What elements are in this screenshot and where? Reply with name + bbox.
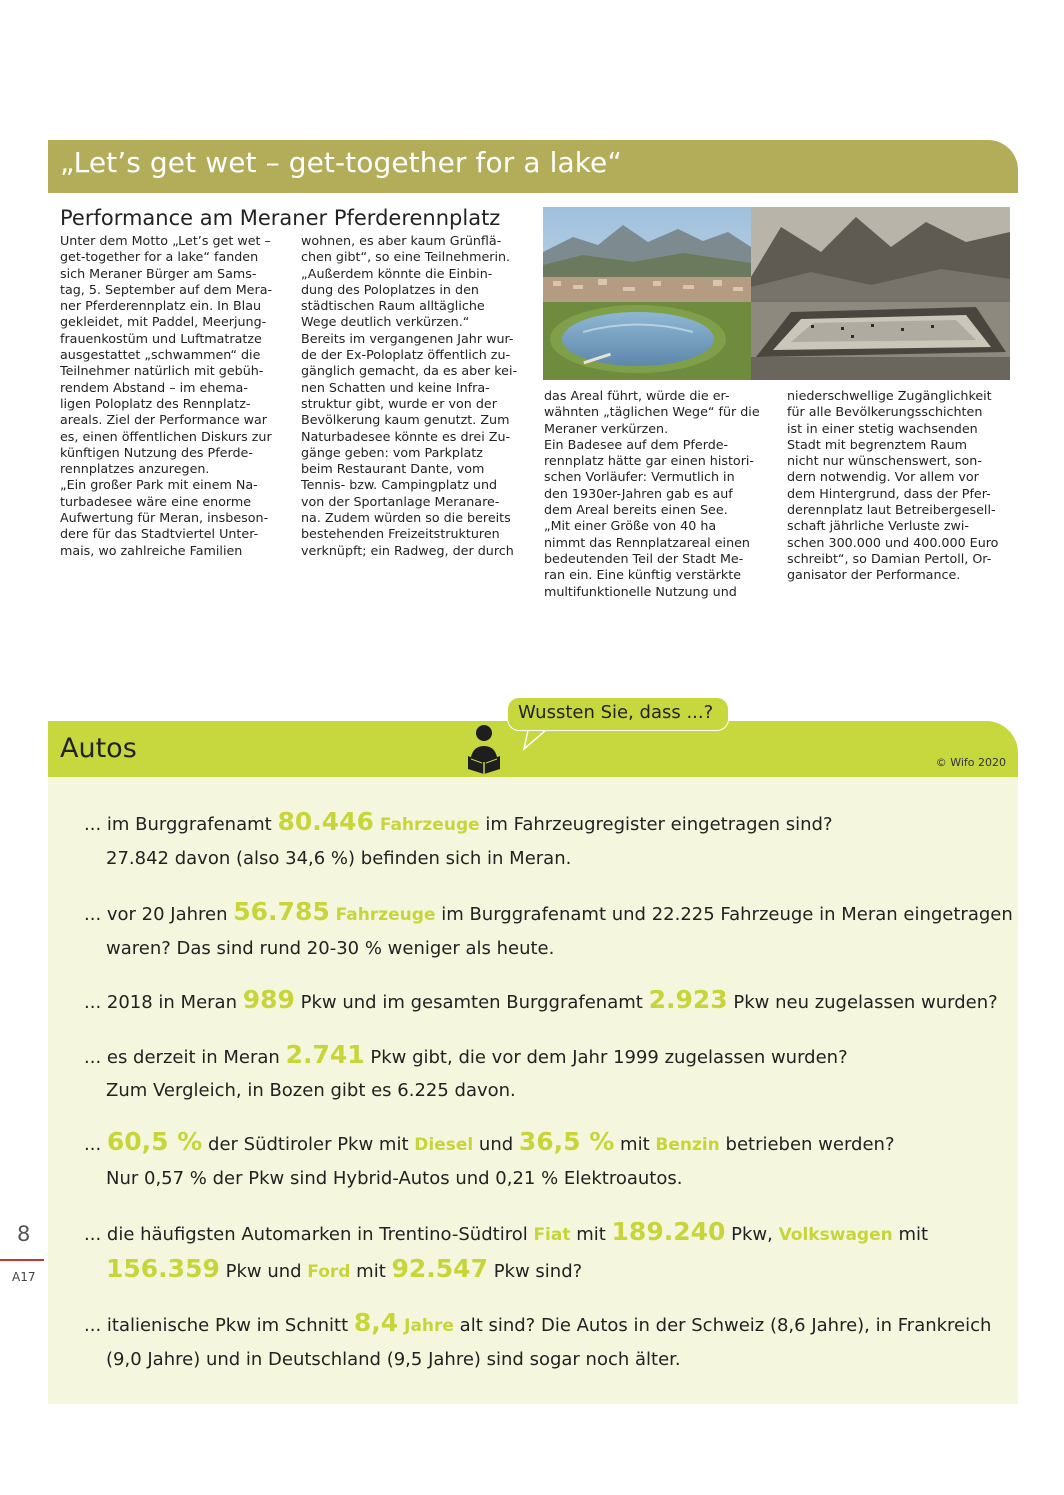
fact-text: alt sind? Die Autos in der Schweiz (8,6 Jahre), in Frankreich [453, 1315, 992, 1336]
article-line: städtischen Raum alltägliche [301, 298, 485, 314]
article-line: dung des Poloplatzes in den [301, 281, 479, 297]
fact-text: ... vor 20 Jahren [84, 904, 234, 925]
article-line: ran ein. Eine künftig verstärkte [544, 567, 742, 583]
fact-text-line2: Nur 0,57 % der Pkw sind Hybrid-Autos und 0,21 % Elektroautos. [106, 1168, 683, 1189]
article-line: frauenkostüm und Luftmatratze [60, 330, 262, 346]
article-line: von der Sportanlage Meranare- [301, 493, 500, 509]
article-line: nen Schatten und keine Infra- [301, 379, 490, 395]
article-line: „Außerdem könnte die Einbin- [301, 265, 493, 281]
fact-1 [84, 805, 833, 875]
article-line: Aufwertung für Meran, insbeson- [60, 510, 269, 526]
fact-text: Pkw gibt, die vor dem Jahr 1999 zugelassen wurden? [364, 1047, 848, 1068]
highlight-word: Diesel [414, 1135, 474, 1155]
article-line: bedeutenden Teil der Stadt Me- [544, 550, 744, 566]
highlight-number: 156.359 [106, 1254, 220, 1283]
article-line: nimmt das Rennplatzareal einen [544, 534, 750, 550]
article-line: Meraner verkürzen. [544, 420, 669, 436]
article-line: dern notwendig. Vor allem vor [787, 469, 979, 485]
fact-text: ... [84, 1134, 107, 1155]
fact-text: und [473, 1134, 519, 1155]
article-line: gänge geben: vom Parkplatz [301, 444, 483, 460]
highlight-number: 56.785 [233, 897, 330, 926]
article-line: künftigen Nutzung des Pferde- [60, 444, 253, 460]
highlight-word: Fahrzeuge [329, 905, 436, 925]
highlight-word: Benzin [655, 1135, 720, 1155]
highlight-number: 989 [242, 985, 295, 1014]
fact-text: Pkw, [725, 1224, 779, 1245]
article-column-3 [544, 388, 769, 600]
article-line: de der Ex-Poloplatz öffentlich zu- [301, 347, 511, 363]
article-line: mais, wo zahlreiche Familien [60, 542, 243, 558]
article-line: verknüpft; ein Radweg, der durch [301, 542, 514, 558]
highlight-number: 189.240 [611, 1217, 726, 1246]
article-line: areals. Ziel der Performance war [60, 412, 267, 428]
fact-text: ... im Burggrafenamt [84, 814, 278, 835]
article-line: turbadesee wäre eine enorme [60, 493, 252, 509]
article-line: get-together for a lake“ fanden [60, 249, 259, 265]
article-line: Ein Badesee auf dem Pferde- [544, 436, 729, 452]
fact-text: der Südtiroler Pkw mit [202, 1134, 415, 1155]
highlight-number: 36,5 % [518, 1127, 615, 1156]
article-line: nicht nur wünschenswert, son- [787, 453, 982, 469]
fact-text: mit [570, 1224, 612, 1245]
highlight-number: 80.446 [277, 807, 374, 836]
fact-text: im Burggrafenamt und 22.225 Fahrzeuge in Meran eingetragen [435, 904, 1013, 925]
article-line: niederschwellige Zugänglichkeit [787, 388, 992, 403]
article-line: Tennis- bzw. Campingplatz und [301, 477, 498, 493]
article-line: Teilnehmer natürlich mit gebüh- [60, 363, 264, 379]
fact-6 [84, 1215, 928, 1289]
highlight-word: Volkswagen [778, 1225, 893, 1245]
article-line: Wege deutlich verkürzen.“ [301, 314, 470, 330]
article-line: wohnen, es aber kaum Grünflä- [301, 233, 502, 248]
fact-text-line2: (9,0 Jahre) und in Deutschland (9,5 Jahre) sind sogar noch älter. [106, 1349, 681, 1370]
article-line: es, einen öffentlichen Diskurs zur [60, 428, 272, 444]
article-line: tag, 5. September auf dem Mera- [60, 281, 273, 297]
fact-text: ... die häufigsten Automarken in Trentino-Südtirol [84, 1224, 534, 1245]
article-line: dem Hintergrund, dass der Pfer- [787, 485, 991, 501]
page-number: 8 [17, 1222, 31, 1246]
article-banner-title: „Let’s get wet – get-together for a lake“ [60, 146, 622, 179]
fact-text: mit [614, 1134, 656, 1155]
photo-historical-lake [751, 207, 1010, 380]
article-line: multifunktionelle Nutzung und [544, 583, 737, 599]
speech-bubble-text: Wussten Sie, dass ...? [518, 702, 714, 723]
article-line: Stadt mit begrenztem Raum [787, 436, 967, 452]
fact-3 [84, 983, 998, 1019]
fact-text-line2: Zum Vergleich, in Bozen gibt es 6.225 davon. [106, 1080, 516, 1101]
article-line: ist in einer stetig wachsenden [787, 420, 978, 436]
speech-bubble [507, 697, 729, 731]
article-line: ganisator der Performance. [787, 567, 961, 583]
article-line: rennplatz hätte gar einen histori- [544, 453, 755, 469]
speech-bubble-tail [522, 729, 552, 751]
article-line: „Ein großer Park mit einem Na- [60, 477, 258, 493]
article-line: gänglich gemacht, da es aber kei- [301, 363, 518, 379]
article-line: rennplatzes anzuregen. [60, 461, 210, 477]
article-line: dem Areal bereits einen See. [544, 502, 728, 518]
fact-text: betrieben werden? [719, 1134, 895, 1155]
article-line: wähnten „täglichen Wege“ für die [544, 404, 760, 420]
fact-7 [84, 1306, 991, 1376]
article-line: „Mit einer Größe von 40 ha [544, 518, 717, 534]
fact-2 [84, 895, 1013, 965]
article-line: dere für das Stadtviertel Unter- [60, 526, 259, 542]
article-line: struktur gibt, wurde er von der [301, 395, 497, 411]
page-code: A17 [12, 1270, 36, 1284]
fact-text: ... es derzeit in Meran [84, 1047, 286, 1068]
article-line: beim Restaurant Dante, vom [301, 461, 485, 477]
highlight-number: 2.923 [648, 985, 728, 1014]
fact-text-line2: waren? Das sind rund 20-30 % weniger als heute. [106, 938, 555, 959]
article-column-2 [301, 233, 529, 559]
article-line: schreibt“, so Damian Pertoll, Or- [787, 550, 992, 566]
source-credit: © Wifo 2020 [935, 756, 1006, 769]
highlight-number: 2.741 [285, 1040, 365, 1069]
article-line: gekleidet, mit Paddel, Meerjung- [60, 314, 267, 330]
highlight-word: Fahrzeuge [373, 815, 480, 835]
article-line: Bereits im vergangenen Jahr wur- [301, 330, 514, 346]
fact-text: Pkw und im gesamten Burggrafenamt [294, 992, 649, 1013]
fact-text-line2: 27.842 davon (also 34,6 %) befinden sich in Meran. [106, 848, 572, 869]
highlight-word: Fiat [533, 1225, 571, 1245]
fact-text: Pkw sind? [487, 1261, 583, 1282]
fact-text: Pkw neu zugelassen wurden? [727, 992, 998, 1013]
fact-text: mit [892, 1224, 929, 1245]
highlight-word: Ford [307, 1262, 351, 1282]
article-line: Naturbadesee könnte es drei Zu- [301, 428, 511, 444]
page-marker-line [0, 1259, 44, 1261]
article-line: schen Vorläufer: Vermutlich in [544, 469, 735, 485]
article-line: schaft jährliche Verluste zwi- [787, 518, 969, 534]
fact-4 [84, 1038, 848, 1107]
article-line: sich Meraner Bürger am Sams- [60, 265, 257, 281]
article-line: das Areal führt, würde die er- [544, 388, 730, 403]
fact-text: mit [350, 1261, 392, 1282]
article-line: für alle Bevölkerungsschichten [787, 404, 983, 420]
article-line: ner Pferderennplatz ein. In Blau [60, 298, 262, 314]
highlight-number: 8,4 [353, 1308, 399, 1337]
article-subtitle: Performance am Meraner Pferderennplatz [60, 206, 501, 230]
fact-text: im Fahrzeugregister eingetragen sind? [479, 814, 833, 835]
article-line: rendem Abstand – im ehema- [60, 379, 248, 395]
article-column-4 [787, 388, 1012, 584]
highlight-number: 92.547 [391, 1254, 488, 1283]
photo-aerial-lake [543, 207, 751, 380]
article-line: den 1930er-Jahren gab es auf [544, 485, 733, 501]
article-line: ligen Poloplatz des Rennplatz- [60, 395, 251, 411]
article-line: schen 300.000 und 400.000 Euro [787, 534, 999, 550]
fact-text: ... italienische Pkw im Schnitt [84, 1315, 354, 1336]
fact-text: Pkw und [219, 1261, 308, 1282]
reader-icon [462, 722, 506, 776]
article-line: na. Zudem würden so die bereits [301, 510, 511, 526]
highlight-number: 60,5 % [106, 1127, 203, 1156]
article-line: chen gibt“, so eine Teilnehmerin. [301, 249, 511, 265]
facts-title: Autos [60, 733, 137, 764]
article-line: ausgestattet „schwammen“ die [60, 347, 261, 363]
article-column-1 [60, 233, 285, 559]
highlight-word: Jahre [398, 1316, 454, 1336]
article-line: bestehenden Freizeitstrukturen [301, 526, 500, 542]
article-banner [48, 140, 1018, 193]
article-line: Unter dem Motto „Let’s get wet – [60, 233, 271, 248]
article-line: derennplatz laut Betreibergesell- [787, 502, 996, 518]
fact-text: ... 2018 in Meran [84, 992, 243, 1013]
article-line: Bevölkerung kaum genutzt. Zum [301, 412, 510, 428]
fact-5 [84, 1125, 895, 1195]
